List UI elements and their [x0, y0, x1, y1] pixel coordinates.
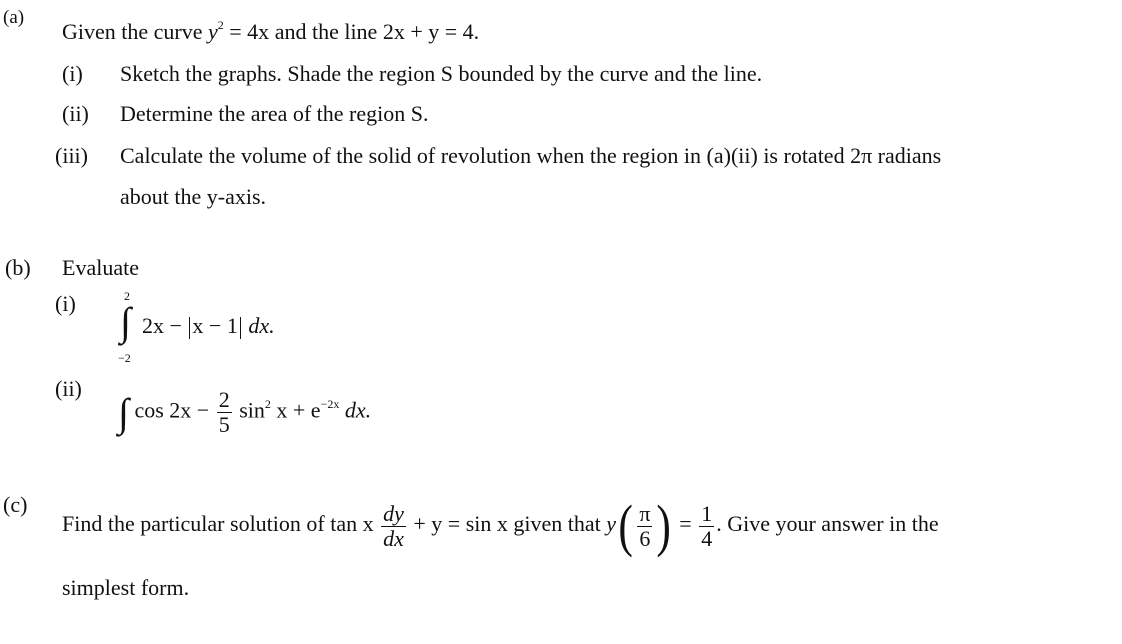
pi-over-six [637, 502, 652, 551]
integral-1-dx: dx. [248, 313, 275, 338]
part-a-item-iii-label: (iii) [55, 143, 88, 168]
derivative-den: dx [383, 525, 404, 551]
abs-bar-left [189, 317, 190, 339]
integral-1-expression [142, 315, 275, 339]
derivative-num: dy [383, 500, 404, 526]
part-a-item-ii-label: (ii) [62, 101, 89, 126]
four-den: 4 [701, 525, 713, 551]
part-b-stem: Evaluate [62, 255, 139, 280]
integral-2-term3: x + e [276, 397, 321, 423]
derivative-fraction [381, 502, 406, 551]
integral-2-term1: cos 2x − [134, 397, 210, 423]
part-c-plus: + y = sin x [413, 511, 508, 537]
integral-1-sign: ∫ [120, 299, 131, 344]
paren-left: ( [618, 493, 633, 558]
integral-2-term2-exp: 2 [264, 396, 271, 411]
part-c-y: y [606, 511, 617, 537]
part-a-item-ii-text: Determine the area of the region S. [120, 101, 429, 126]
integral-2-fraction [217, 388, 232, 437]
part-c-label: (c) [3, 492, 28, 517]
integral-2-expression [118, 388, 371, 437]
paren-right: ) [656, 493, 672, 558]
one-num: 1 [701, 500, 713, 526]
line-equation: 2x + y = 4. [382, 19, 480, 44]
curve-y: y [208, 19, 218, 44]
part-c-continuation: simplest form. [62, 575, 190, 600]
part-c-prefix: Find the particular solution of [62, 511, 325, 537]
integral-1-left: 2x − [142, 313, 182, 338]
part-c-equation-line [62, 493, 939, 558]
integral-2-sign: ∫ [118, 389, 129, 435]
one-over-four [699, 502, 714, 551]
abs-bar-right [240, 317, 241, 339]
integral-2-dx: dx. [344, 397, 372, 423]
part-c-eq: = [679, 511, 692, 537]
part-b-item-i-label: (i) [55, 291, 76, 316]
part-a-stem-mid: and the line [274, 19, 378, 44]
curve-exponent: 2 [217, 18, 224, 32]
part-a-stem [62, 18, 480, 44]
part-a-item-i-label: (i) [62, 61, 83, 86]
pi-num: π [639, 500, 651, 526]
part-b-item-ii-label: (ii) [55, 376, 82, 401]
part-a-item-iii-text: Calculate the volume of the solid of revolution when the region in (a)(ii) is rotated 2π radians [120, 143, 942, 168]
part-b-label: (b) [5, 255, 31, 280]
part-c-tan-x: tan x [330, 511, 374, 537]
integral-1-upper-limit: 2 [124, 289, 130, 303]
part-c-suffix: . Give your answer in the [716, 511, 939, 537]
integral-2-term2: sin [239, 397, 265, 423]
integral-2-frac-num: 2 [218, 387, 230, 412]
part-a-item-iii-text-cont: about the y-axis. [120, 184, 267, 209]
integral-2-frac-den: 5 [218, 412, 230, 437]
part-a-label: (a) [3, 7, 25, 28]
six-den: 6 [639, 525, 651, 551]
integral-1-abs-inner: x − 1 [192, 313, 238, 338]
curve-rhs: = 4x [229, 19, 270, 44]
part-a-stem-prefix: Given the curve [62, 19, 203, 44]
part-c-given: given that [513, 511, 601, 537]
integral-1-lower-limit: −2 [118, 351, 131, 365]
part-a-item-i-text: Sketch the graphs. Shade the region S bounded by the curve and the line. [120, 61, 763, 86]
integral-2-term3-exp: −2x [320, 396, 340, 411]
